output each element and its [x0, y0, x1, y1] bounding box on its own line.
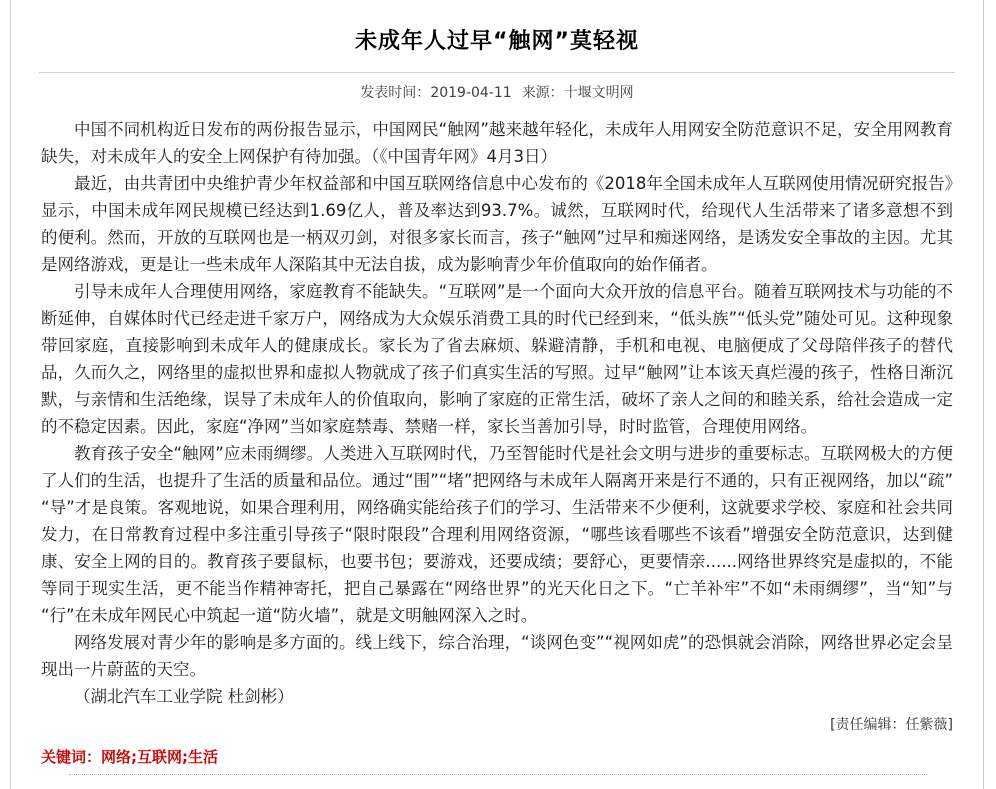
source-label: 来源： — [521, 85, 564, 101]
keywords-line — [11, 736, 983, 768]
author-line: （湖北汽车工业学院 杜剑彬） — [74, 687, 294, 706]
article-paragraph: 引导未成年人合理使用网络，家庭教育不能缺失。“互联网”是一个面向大众开放的信息平台。随着互联网技术与功能的不断延伸，自媒体时代已经走进千家万户，网络成为大众娱乐消费工具的时代已经到来，“低头族”“低头党”随处可见。这种现象带回家庭，直接影响到未成年人的健康成长。家长为了省去麻烦、躲避清静，手机和电视、电脑便成了父母陪伴孩子的替代品，久而久之，网络里的虚拟世界和虚拟人物就成了孩子们真实生活的写照。过早“触网”让本该天真烂漫的孩子，性格日渐沉默，与亲情和生活绝缘，误导了未成年人的价值取向，影响了家庭的正常生活，破坏了亲人之间的和睦关系，给社会造成一定的不稳定因素。因此，家庭“净网”当如家庭禁毒、禁赌一样，家长当善加引导，时时监管，合理使用网络。 — [41, 282, 953, 436]
article-meta — [11, 73, 983, 110]
responsible-editor: [责任编辑：任紫薇] — [830, 717, 953, 733]
article-page — [10, 0, 984, 789]
article-paragraph: 网络发展对青少年的影响是多方面的。线上线下，综合治理，“谈网色变”“视网如虎”的恐惧就会消除，网络世界必定会呈现出一片蔚蓝的天空。 — [41, 633, 953, 679]
bottom-spacer — [11, 775, 983, 789]
publish-time-label: 发表时间： — [360, 85, 431, 101]
publish-date: 2019-04-11 — [430, 85, 512, 101]
article-paragraph: 中国不同机构近日发布的两份报告显示，中国网民“触网”越来越年轻化，未成年人用网安全防范意识不足，安全用网教育缺失，对未成年人的安全上网保护有待加强。（《中国青年网》4月3日） — [41, 120, 953, 166]
keywords-value: 网络;互联网;生活 — [101, 748, 219, 766]
article-paragraph: 教育孩子安全“触网”应未雨绸缪。人类进入互联网时代，乃至智能时代是社会文明与进步的重要标志。互联网极大的方便了人们的生活，也提升了生活的质量和品位。通过“围”“堵”把网络与未成年人隔离开来是行不通的，只有正视网络，加以“疏”“导”才是良策。客观地说，如果合理利用，网络确实能给孩子们的学习、生活带来不少便利，这就要求学校、家庭和社会共同发力，在日常教育过程中多注重引导孩子“限时限段”合理利用网络资源，“哪些该看哪些不该看”增强安全防范意识，达到健康、安全上网的目的。教育孩子要鼠标，也要书包；要游戏，还要成绩；要舒心，更要情亲......网络世界终究是虚拟的，不能等同于现实生活，更不能当作精神寄托，把自己暴露在“网络世界”的光天化日之下。“亡羊补牢”不如“未雨绸缪”，当“知”与“行”在未成年网民心中筑起一道“防火墙”，就是文明触网深入之时。 — [41, 444, 953, 625]
page-title: 未成年人过早“触网”莫轻视 — [355, 29, 639, 54]
article-paragraph: 最近，由共青团中央维护青少年权益部和中国互联网络信息中心发布的《2018年全国未成年人互联网使用情况研究报告》显示，中国未成年网民规模已经达到1.69亿人，普及率达到93.7%。诚然，互联网时代，给现代人生活带来了诸多意想不到的便利。然而，开放的互联网也是一柄双刃剑，对很多家长而言，孩子“触网”过早和痴迷网络，是诱发安全事故的主因。尤其是网络游戏，更是让一些未成年人深陷其中无法自拔，成为影响青少年价值取向的始作俑者。 — [41, 174, 953, 274]
article-body — [11, 110, 983, 710]
source-name: 十堰文明网 — [563, 85, 634, 101]
keywords-label: 关键词： — [41, 748, 102, 766]
